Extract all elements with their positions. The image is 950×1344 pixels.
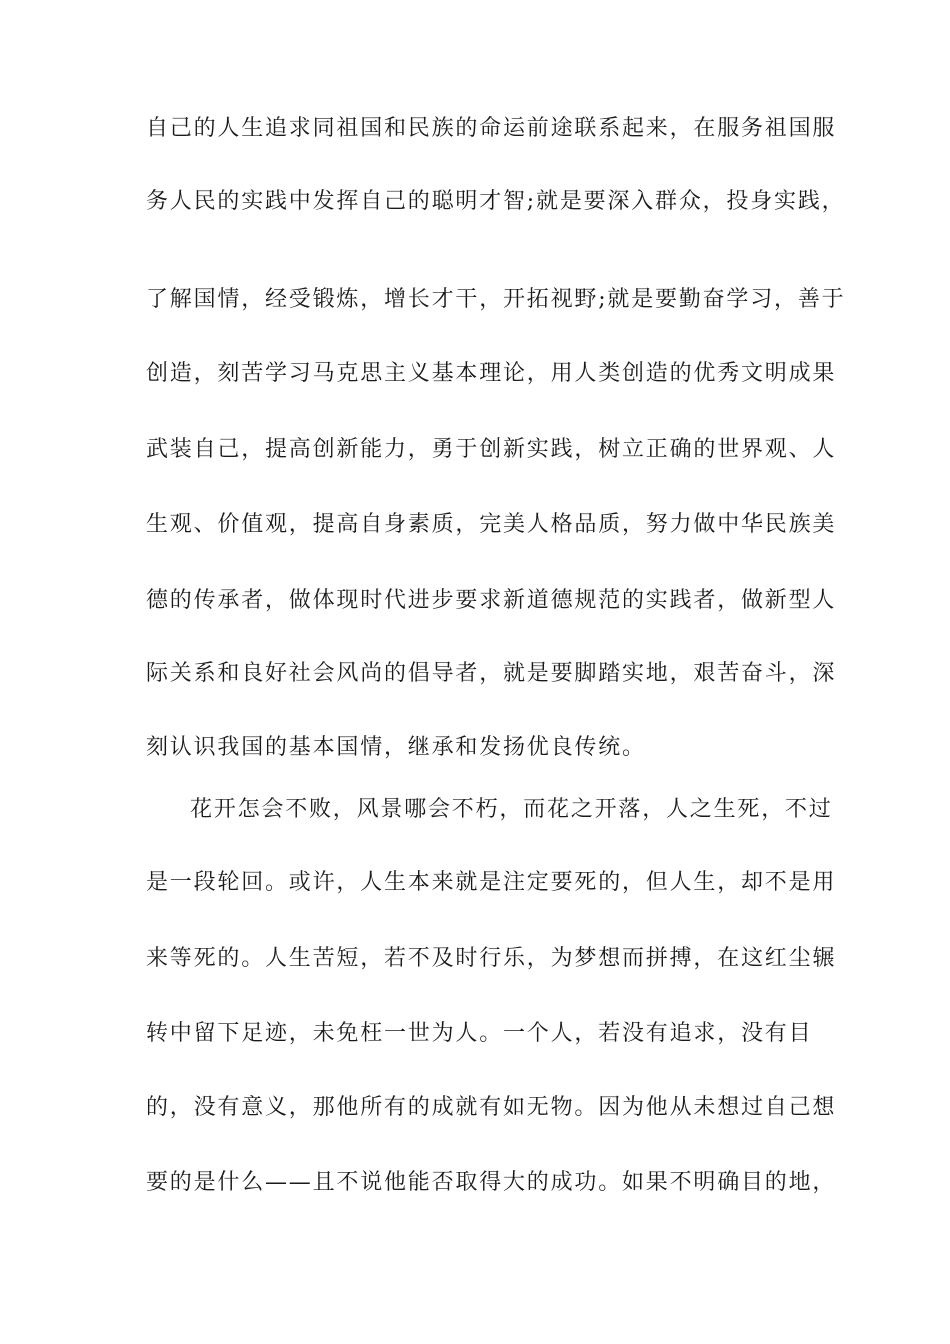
- text-line: 来等死的。人生苦短，若不及时行乐，为梦想而拼搏，在这红尘辗: [146, 946, 837, 971]
- text-line: 了解国情，经受锻炼，增长才干，开拓视野;就是要勤奋学习，善于: [146, 287, 846, 312]
- text-line: 际关系和良好社会风尚的倡导者，就是要脚踏实地，艰苦奋斗，深: [146, 661, 837, 686]
- text-line: 务人民的实践中发挥自己的聪明才智;就是要深入群众，投身实践，: [146, 189, 846, 214]
- text-line: 创造，刻苦学习马克思主义基本理论，用人类创造的优秀文明成果: [146, 361, 837, 386]
- text-line: 德的传承者，做体现时代进步要求新道德规范的实践者，做新型人: [146, 588, 837, 613]
- text-line: 刻认识我国的基本国情，继承和发扬优良传统。: [146, 735, 646, 760]
- text-line: 的，没有意义，那他所有的成就有如无物。因为他从未想过自己想: [146, 1095, 837, 1120]
- text-line: 转中留下足迹，未免枉一世为人。一个人，若没有追求，没有目: [146, 1021, 813, 1046]
- text-line: 自己的人生追求同祖国和民族的命运前途联系起来，在服务祖国服: [146, 116, 837, 141]
- text-line: 是一段轮回。或许，人生本来就是注定要死的，但人生，却不是用: [146, 870, 837, 895]
- text-line: 生观、价值观，提高自身素质，完美人格品质，努力做中华民族美: [146, 512, 837, 537]
- paragraph-first-line: 花开怎会不败，风景哪会不朽，而花之开落，人之生死，不过: [190, 797, 833, 822]
- text-line: 要的是什么——且不说他能否取得大的成功。如果不明确目的地，: [146, 1170, 837, 1195]
- text-line: 武装自己，提高创新能力，勇于创新实践，树立正确的世界观、人: [146, 437, 837, 462]
